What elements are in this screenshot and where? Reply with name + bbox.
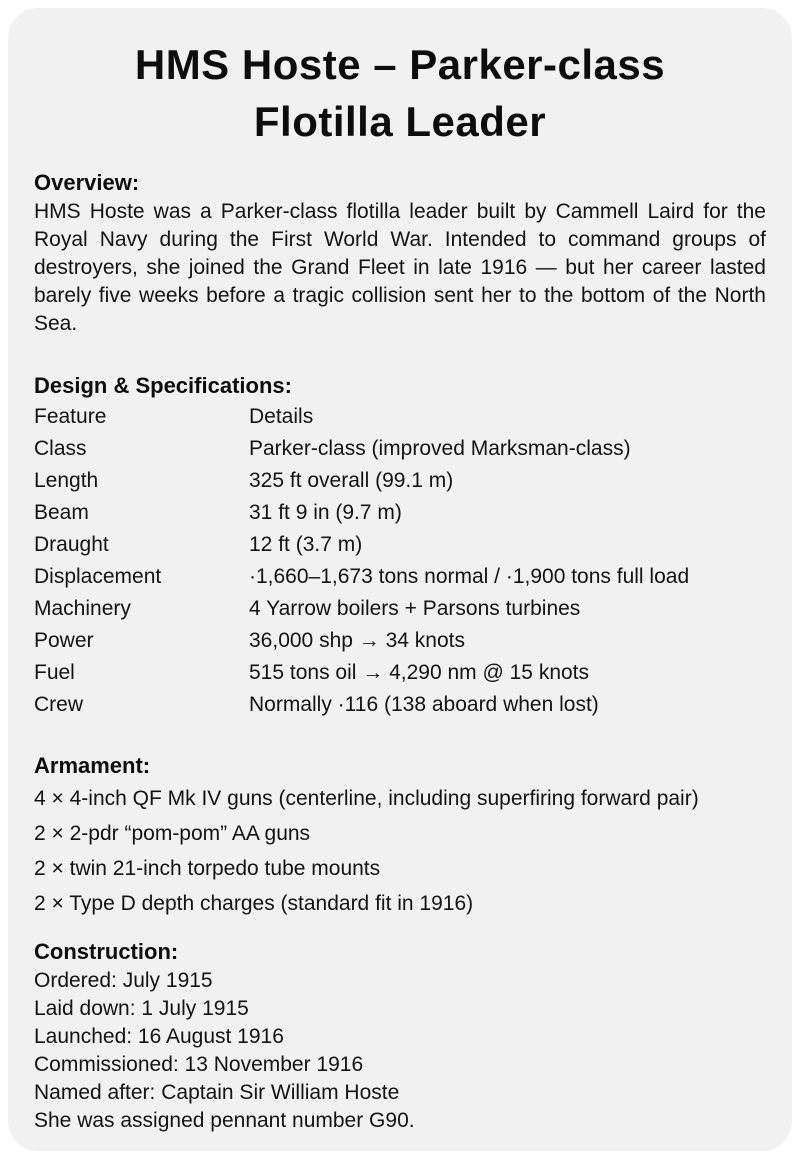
spec-row-details: ·1,660–1,673 tons normal / ·1,900 tons full load [249,565,690,588]
spec-row-details: 4 Yarrow boilers + Parsons turbines [249,597,581,620]
armament-item: 4 × 4-inch QF Mk IV guns (centerline, including superfiring forward pair) [34,787,699,810]
construction-line: Ordered: July 1915 [34,969,213,992]
construction-heading: Construction: [34,939,179,964]
construction-line: Named after: Captain Sir William Hoste [34,1081,400,1104]
spec-row-feature: Class [34,437,87,460]
spec-row-feature: Crew [34,693,84,716]
armament-item: 2 × twin 21-inch torpedo tube mounts [34,857,381,880]
page-title [34,36,766,150]
armament-item: 2 × 2-pdr “pom-pom” AA guns [34,822,311,845]
spec-row-details: 325 ft overall (99.1 m) [249,469,454,492]
specifications-section [34,371,766,721]
construction-lines [34,967,766,1135]
info-card [8,8,792,1151]
spec-row-feature: Machinery [34,597,131,620]
overview-heading: Overview: [34,170,140,195]
spec-column-header-details: Details [249,405,314,428]
spec-row-feature: Length [34,469,99,492]
overview-text: HMS Hoste was a Parker-class flotilla leader built by Cammell Laird for the Royal Navy during the First World War. Intended to command groups of destroyers, she joined the Grand Fleet in late 1916 — but her career lasted barely five weeks before a tragic collision sent her to the bottom of the North Sea. [34,200,766,335]
overview-section [34,168,766,338]
armament-list [34,781,766,921]
spec-row-feature: Fuel [34,661,75,684]
construction-line: Commissioned: 13 November 1916 [34,1053,364,1076]
construction-line: She was assigned pennant number G90. [34,1109,415,1132]
spec-row-details: Normally ·116 (138 aboard when lost) [249,693,599,716]
spec-row-details: Parker-class (improved Marksman-class) [249,437,631,460]
construction-line: Laid down: 1 July 1915 [34,997,249,1020]
spec-row-details: 12 ft (3.7 m) [249,533,363,556]
spec-row-feature: Power [34,629,94,652]
spec-row-details: 515 tons oil → 4,290 nm @ 15 knots [249,661,590,684]
spec-row-feature: Draught [34,533,109,556]
specifications-heading: Design & Specifications: [34,373,292,398]
page-title-line-1: HMS Hoste – Parker-class [134,41,666,88]
armament-item: 2 × Type D depth charges (standard fit in 1916) [34,892,474,915]
construction-section [34,937,766,1135]
spec-row-details: 36,000 shp → 34 knots [249,629,465,652]
spec-row-feature: Displacement [34,565,162,588]
spec-row-details: 31 ft 9 in (9.7 m) [249,501,402,524]
page-title-line-2: Flotilla Leader [253,98,547,145]
spec-column-header-feature: Feature [34,405,107,428]
spec-row-feature: Beam [34,501,89,524]
specifications-table [34,401,766,721]
armament-heading: Armament: [34,753,151,778]
armament-section [34,751,766,921]
construction-line: Launched: 16 August 1916 [34,1025,284,1048]
